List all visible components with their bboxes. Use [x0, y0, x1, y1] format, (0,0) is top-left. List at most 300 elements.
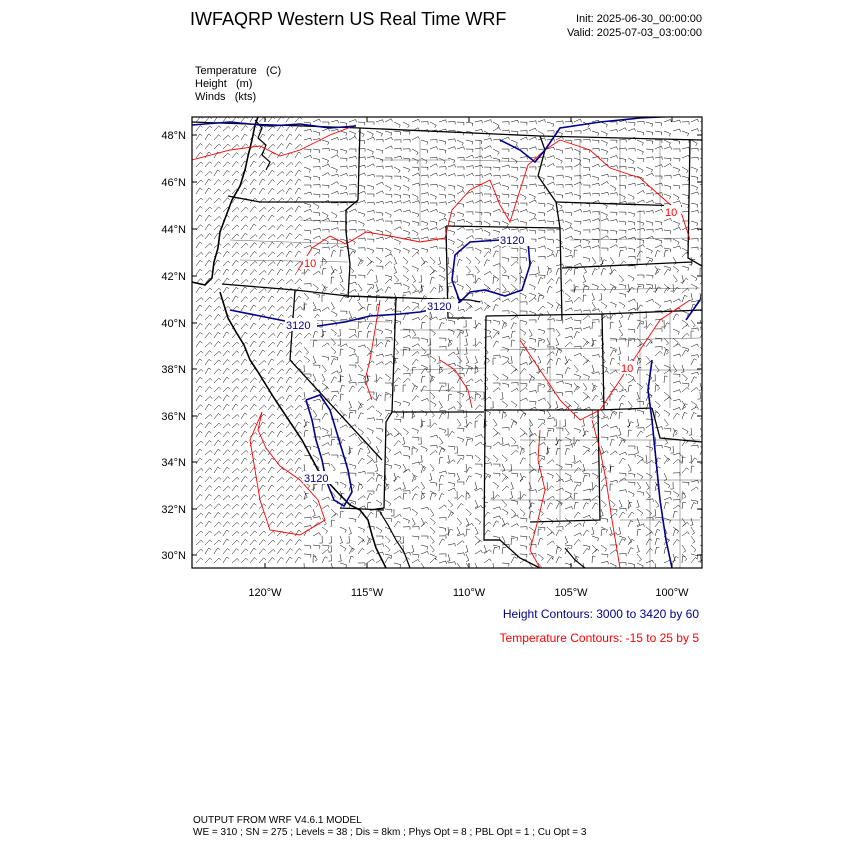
wind-barb [394, 194, 401, 198]
wind-barb [358, 428, 364, 435]
wind-barb [241, 513, 248, 519]
wind-barb [502, 266, 506, 273]
wind-barb [196, 215, 202, 221]
wind-barb [493, 507, 501, 510]
wind-barb [286, 188, 292, 194]
wind-barb [529, 212, 536, 217]
wind-barb [609, 527, 612, 535]
wind-barb [322, 128, 330, 131]
wind-barb [437, 356, 440, 363]
wind-barb [205, 368, 211, 374]
wind-barb [491, 491, 494, 498]
wind-barb [286, 297, 293, 302]
wind-barb [556, 464, 562, 470]
wind-barb [565, 507, 573, 510]
wind-barb [196, 314, 202, 320]
wind-barb [277, 504, 284, 509]
wind-barb [223, 170, 230, 176]
wind-barb [484, 320, 491, 323]
wind-barb [583, 220, 590, 223]
wind-barb [520, 248, 527, 253]
wind-barb [637, 545, 640, 553]
wind-barb [223, 144, 230, 149]
wind-barb [241, 287, 247, 293]
latitude-label: 32°N [161, 504, 186, 516]
wind-barb [205, 378, 212, 383]
wind-barb [401, 536, 404, 543]
wind-barb [520, 545, 527, 549]
wind-barb [520, 277, 524, 284]
wind-barb [691, 210, 698, 213]
wind-barb [664, 446, 671, 451]
wind-barb [223, 557, 229, 563]
wind-barb [520, 156, 527, 159]
wind-barb [682, 522, 689, 527]
wind-barb [484, 522, 491, 527]
wind-barb [628, 340, 632, 347]
wind-barb [286, 432, 293, 437]
wind-barb [196, 206, 203, 212]
wind-barb [250, 270, 257, 275]
wind-barb [583, 167, 590, 171]
wind-barb [367, 185, 374, 190]
wind-barb [565, 158, 572, 162]
wind-barb [490, 401, 493, 408]
wind-barb [574, 468, 581, 473]
wind-barb [214, 548, 220, 554]
wind-barb [340, 545, 346, 551]
wind-barb [421, 376, 425, 383]
wind-barb [331, 391, 338, 394]
wind-barb [223, 368, 230, 374]
wind-barb [196, 485, 202, 491]
wind-barb [547, 203, 554, 208]
wind-barb [583, 499, 590, 502]
wind-barb [295, 279, 302, 284]
wind-barb [493, 158, 500, 163]
wind-barb [295, 243, 302, 248]
wind-barb [520, 194, 526, 200]
wind-barb [250, 323, 256, 329]
wind-barb [439, 167, 446, 170]
wind-barb [286, 162, 293, 167]
wind-barb [454, 275, 457, 282]
wind-barb [268, 235, 275, 240]
wind-barb [259, 549, 266, 554]
wind-barb [637, 482, 641, 489]
wind-barb [376, 484, 381, 491]
wind-barb [223, 360, 230, 366]
field-name: Winds [195, 91, 226, 103]
wind-barb [421, 551, 429, 554]
wind-barb [511, 158, 517, 164]
wind-barb [646, 275, 653, 278]
wind-barb [268, 323, 275, 329]
wind-barb [367, 219, 375, 222]
wind-barb [520, 203, 527, 206]
wind-barb [367, 460, 374, 464]
wind-barb [690, 518, 693, 526]
wind-barb [349, 548, 355, 554]
wind-barb [268, 242, 274, 248]
wind-barb [214, 341, 221, 347]
wind-barb [691, 331, 694, 338]
wind-barb [610, 358, 615, 365]
wind-barb [673, 149, 680, 152]
wind-barb [475, 464, 482, 467]
wind-barb [259, 477, 266, 482]
wind-barb [574, 386, 580, 392]
wind-barb [655, 427, 662, 430]
wind-barb [376, 354, 384, 357]
wind-barb [196, 531, 203, 536]
wind-barb [529, 527, 535, 533]
wind-barb [529, 147, 537, 150]
wind-barb [556, 530, 562, 536]
wind-barb [205, 548, 211, 554]
wind-barb [448, 165, 456, 168]
wind-barb [610, 350, 616, 356]
wind-barb [556, 149, 563, 154]
wind-barb [259, 485, 265, 491]
wind-barb [653, 563, 656, 570]
wind-barb [511, 557, 517, 563]
wind-barb [556, 381, 564, 384]
wind-barb [466, 140, 473, 145]
wind-barb [565, 269, 571, 275]
wind-barb [691, 558, 698, 564]
wind-barb [529, 298, 536, 302]
wind-barb [547, 176, 554, 180]
wind-barb [313, 194, 320, 198]
wind-barb [286, 208, 293, 213]
wind-barb [295, 512, 302, 518]
wind-barb [430, 356, 436, 362]
wind-barb [277, 297, 284, 302]
wind-barb [565, 368, 570, 375]
wind-barb [241, 468, 248, 473]
wind-barb [214, 467, 220, 473]
wind-barb [475, 488, 483, 491]
wind-barb [619, 230, 626, 233]
wind-barb [394, 488, 402, 491]
wind-barb [385, 394, 388, 401]
wind-barb [547, 347, 554, 350]
wind-barb [664, 250, 668, 257]
wind-barb [610, 412, 615, 419]
wind-barb [520, 494, 526, 500]
wind-barb [223, 162, 230, 167]
wind-barb [331, 509, 336, 516]
wind-barb [268, 252, 275, 257]
wind-barb [610, 439, 615, 446]
wind-barb [268, 296, 274, 302]
wind-barb [286, 243, 293, 248]
wind-barb [403, 221, 410, 226]
wind-barb [367, 239, 374, 242]
wind-barb [331, 250, 336, 257]
wind-barb [619, 320, 622, 328]
wind-barb [374, 374, 377, 381]
wind-barb [439, 471, 447, 474]
wind-barb [520, 410, 526, 416]
wind-barb [493, 341, 499, 347]
wind-barb [331, 120, 338, 123]
wind-barb [286, 557, 292, 563]
wind-barb [385, 361, 393, 365]
latitude-label: 42°N [161, 271, 186, 283]
wind-barb [196, 188, 202, 194]
wind-barb [601, 182, 609, 186]
wind-barb [565, 176, 572, 181]
wind-barb [518, 491, 521, 498]
wind-barb [619, 553, 626, 556]
wind-barb [295, 458, 301, 464]
wind-barb [520, 362, 528, 365]
wind-barb [439, 347, 446, 350]
wind-barb [682, 176, 689, 181]
wind-barb [250, 404, 257, 410]
wind-barb [493, 495, 500, 500]
wind-barb [448, 473, 455, 477]
wind-barb [430, 401, 436, 407]
wind-barb [411, 545, 414, 553]
wind-barb [637, 239, 644, 243]
wind-barb [511, 248, 518, 252]
wind-barb [268, 495, 275, 500]
wind-barb [502, 175, 509, 178]
wind-barb [673, 374, 680, 377]
wind-barb [376, 158, 383, 163]
wind-barb [493, 455, 498, 462]
wind-barb [403, 275, 409, 282]
wind-barb [349, 347, 355, 353]
wind-barb [412, 167, 419, 171]
wind-barb [403, 469, 410, 473]
wind-barb [511, 450, 518, 455]
wind-barb [655, 302, 661, 308]
wind-barb [655, 209, 663, 212]
wind-barb [313, 517, 320, 520]
wind-barb [475, 266, 480, 273]
wind-barb [430, 558, 437, 563]
wind-barb [484, 146, 492, 149]
wind-barb [277, 190, 284, 195]
wind-barb [268, 215, 274, 221]
wind-barb [223, 423, 230, 428]
wind-barb [304, 347, 309, 354]
wind-barb [402, 437, 405, 445]
wind-barb [205, 306, 212, 312]
wind-barb [412, 284, 417, 291]
wind-barb [653, 284, 656, 291]
wind-barb [376, 410, 382, 417]
wind-barb [637, 392, 640, 400]
wind-barb [466, 248, 473, 251]
wind-barb [295, 117, 302, 122]
wind-barb [403, 527, 410, 530]
wind-barb [520, 320, 527, 325]
wind-barb [367, 210, 374, 213]
wind-barb [475, 140, 482, 144]
wind-barb [214, 405, 221, 410]
wind-barb [673, 299, 681, 302]
wind-barb [439, 318, 447, 321]
longitude-label: 110°W [452, 587, 486, 599]
wind-barb [214, 378, 221, 383]
wind-barb [475, 379, 482, 383]
wind-barb [430, 122, 436, 128]
wind-barb [223, 234, 230, 239]
wind-barb [682, 311, 689, 316]
wind-barb [538, 120, 546, 123]
wind-barb [340, 158, 347, 161]
wind-barb [331, 371, 339, 374]
wind-barb [268, 305, 275, 311]
wind-barb [493, 521, 499, 527]
wind-barb [232, 423, 239, 428]
wind-barb [259, 234, 266, 239]
wind-barb [583, 211, 590, 214]
wind-barb [448, 431, 455, 437]
wind-barb [250, 153, 257, 158]
wind-barb [465, 545, 468, 553]
wind-barb [610, 302, 616, 307]
wind-barb [241, 405, 248, 410]
wind-barb [430, 277, 435, 284]
wind-barb [673, 129, 681, 132]
wind-barb [376, 544, 383, 547]
wind-barb [700, 351, 707, 356]
wind-barb [214, 360, 221, 365]
wind-barb [457, 185, 464, 190]
wind-barb [673, 390, 681, 393]
wind-barb [664, 410, 670, 416]
wind-barb [655, 266, 659, 274]
wind-barb [475, 455, 480, 462]
wind-barb [403, 266, 409, 273]
wind-barb [457, 553, 464, 556]
wind-barb [340, 185, 347, 190]
wind-barb [655, 517, 662, 520]
wind-barb [691, 536, 695, 543]
wind-barb [673, 407, 681, 410]
wind-barb [394, 122, 400, 128]
wind-barb [349, 120, 357, 123]
wind-barb [682, 239, 689, 244]
height-label: 3120 [286, 320, 311, 332]
wind-barb [349, 137, 357, 141]
wind-barb [565, 212, 572, 216]
wind-barb [412, 518, 415, 526]
wind-barb [673, 167, 680, 172]
wind-barb [331, 464, 335, 471]
wind-barb [700, 523, 707, 527]
wind-barb [583, 383, 587, 390]
wind-barb [232, 225, 239, 230]
wind-barb [538, 295, 542, 302]
wind-barb [592, 518, 597, 525]
wind-barb [205, 387, 212, 392]
wind-barb [196, 260, 203, 266]
wind-barb [601, 554, 608, 558]
wind-barb [277, 260, 283, 266]
wind-barb [628, 446, 635, 449]
wind-barb [556, 338, 559, 346]
wind-barb [349, 329, 356, 333]
wind-barb [691, 284, 697, 290]
wind-barb [556, 527, 563, 530]
wind-barb [385, 275, 392, 280]
wind-barb [601, 410, 605, 417]
wind-barb [475, 212, 482, 215]
wind-barb [484, 329, 491, 334]
wind-barb [367, 502, 371, 509]
wind-barb [205, 134, 211, 140]
wind-barb [301, 365, 304, 372]
wind-barb [421, 446, 427, 452]
wind-barb [538, 398, 546, 401]
wind-barb [286, 395, 292, 401]
wind-barb [574, 523, 581, 527]
wind-barb [214, 495, 221, 500]
wind-barb [259, 307, 266, 312]
wind-barb [376, 212, 383, 216]
wind-barb [196, 198, 203, 203]
wind-barb [556, 290, 564, 293]
wind-barb [448, 200, 456, 203]
wind-barb [682, 155, 690, 158]
wind-barb [214, 144, 221, 149]
wind-barb [646, 341, 653, 347]
wind-barb [412, 509, 418, 516]
wind-barb [464, 464, 467, 471]
wind-barb [582, 464, 585, 471]
wind-barb [241, 378, 248, 383]
wind-barb [295, 557, 301, 563]
wind-barb [322, 218, 330, 221]
wind-barb [241, 413, 247, 419]
wind-barb [322, 140, 329, 145]
wind-barb [412, 252, 419, 257]
wind-barb [646, 560, 654, 563]
wind-barb [466, 149, 473, 152]
wind-barb [619, 236, 627, 239]
wind-barb [232, 387, 239, 392]
wind-barb [475, 550, 483, 554]
wind-barb [223, 297, 230, 302]
wind-barb [556, 557, 562, 563]
wind-barb [664, 300, 671, 303]
wind-barb [601, 500, 606, 507]
wind-barb [583, 520, 588, 527]
wind-barb [610, 500, 615, 507]
wind-barb [653, 509, 656, 516]
wind-barb [367, 550, 374, 554]
wind-barb [529, 401, 536, 405]
wind-barb [438, 257, 441, 265]
wind-barb [412, 201, 420, 204]
wind-barb [412, 344, 420, 347]
wind-barb [394, 131, 401, 135]
wind-barb [574, 194, 581, 199]
wind-barb [475, 500, 478, 508]
wind-barb [592, 536, 599, 541]
wind-barb [689, 455, 692, 462]
wind-barb [475, 392, 481, 398]
wind-barb [286, 134, 292, 140]
wind-barb [277, 414, 284, 419]
